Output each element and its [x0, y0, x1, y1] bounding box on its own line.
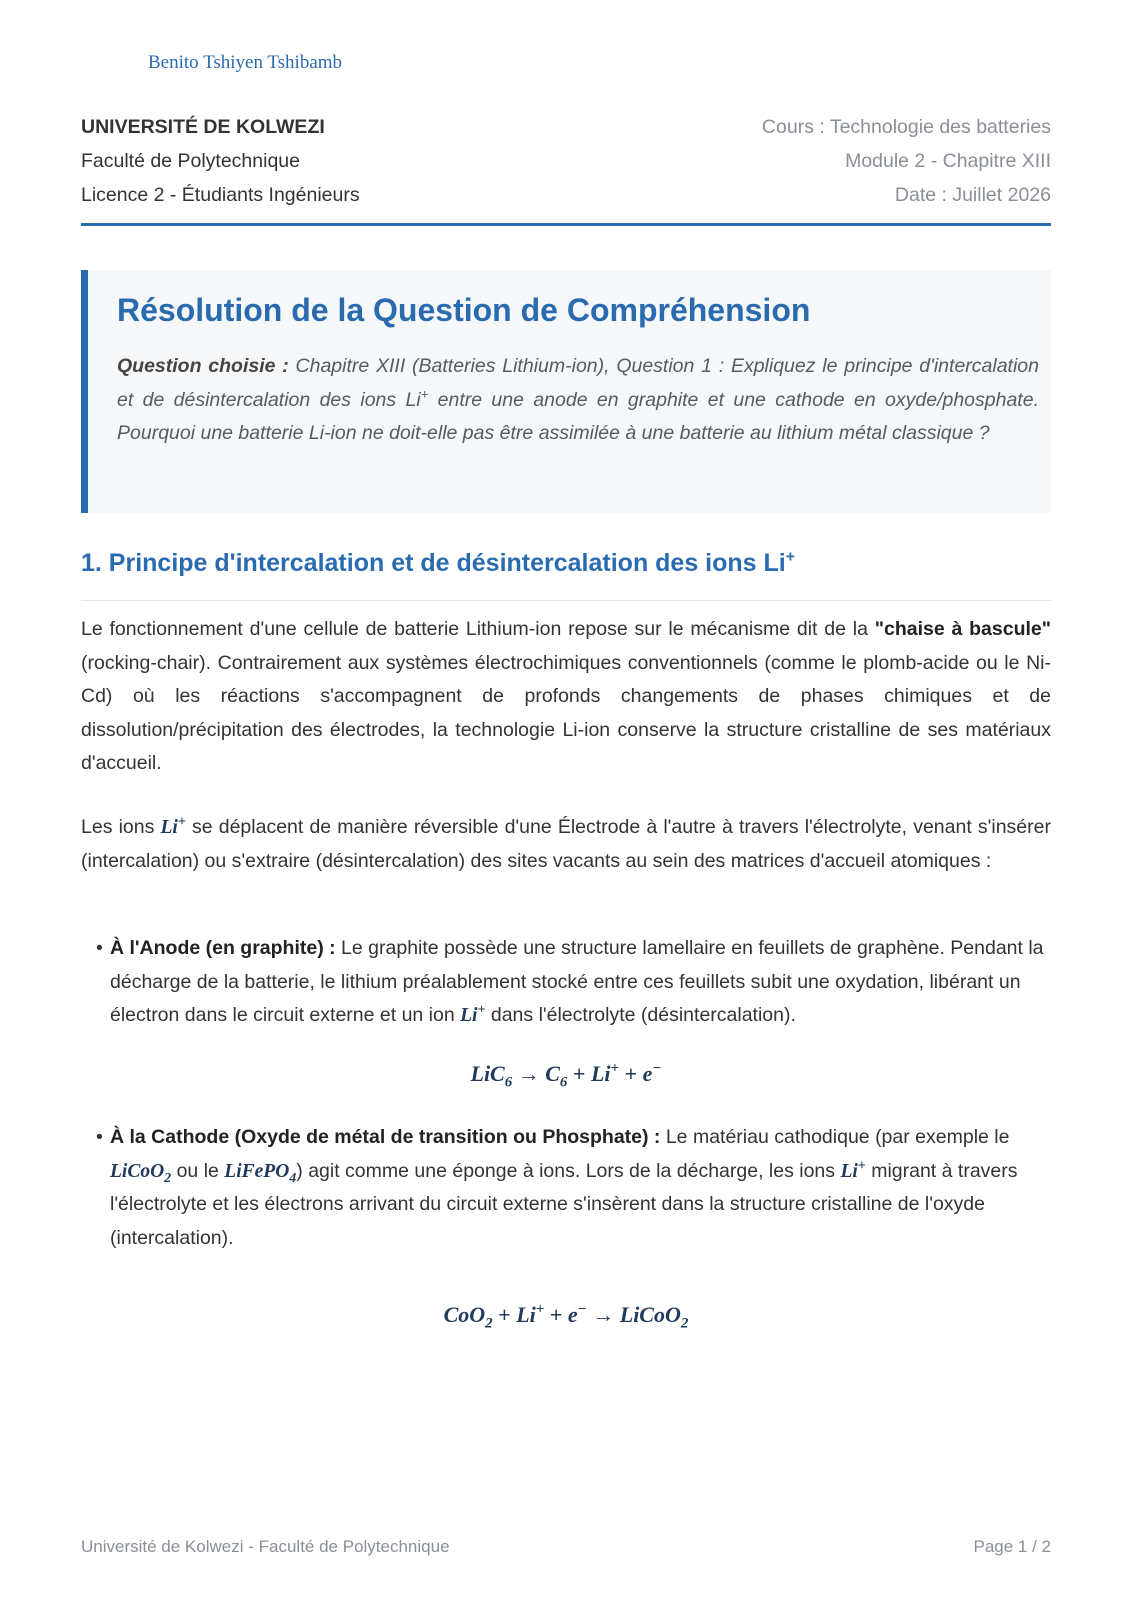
- math-symbol: Li: [160, 817, 178, 838]
- page-number: Page 1 / 2: [973, 1537, 1051, 1556]
- paragraph-ion-movement: [81, 811, 1051, 878]
- question-box: [81, 270, 1051, 513]
- math-symbol: LiCoO: [619, 1302, 681, 1327]
- operator: +: [498, 1302, 511, 1327]
- question-text-part: Chapitre XIII (Batteries Lithium-ion), Question 1 : Expliquez le principe d'intercalation et de désintercalation des ions Li: [117, 355, 1039, 411]
- question-label: Question choisie :: [117, 355, 289, 377]
- header-left: [81, 110, 360, 212]
- equation-anode: [81, 1060, 1051, 1091]
- author-name: Benito Tshiyen Tshibamb: [148, 52, 343, 73]
- math-symbol: Li: [460, 1005, 478, 1026]
- math-symbol: e: [642, 1061, 653, 1086]
- subscript: 4: [289, 1170, 297, 1186]
- math-symbol: LiFePO: [224, 1160, 290, 1182]
- math-symbol: LiCoO: [110, 1160, 165, 1182]
- subscript: 2: [485, 1315, 493, 1332]
- section-heading-text: 1. Principe d'intercalation et de désintercalation des ions Li: [81, 549, 786, 577]
- paragraph-text: Les ions: [81, 816, 161, 838]
- bullet-text: Le matériau cathodique (par exemple le: [660, 1126, 1010, 1148]
- math-li: [840, 1158, 866, 1182]
- superscript: −: [577, 1301, 587, 1318]
- math-lifepo4: [224, 1160, 297, 1186]
- math-symbol: e: [567, 1302, 578, 1327]
- bullet-text: Le graphite possède une structure lamellaire en feuillets de graphène. Pendant la décharge de la batterie, le lithium préalablement stocké entre ces feuillets subit une oxydation, libérant un électron dans le circuit externe et un ion: [110, 937, 1044, 1026]
- study-level: Licence 2 - Étudiants Ingénieurs: [81, 184, 360, 206]
- subscript: 6: [559, 1074, 568, 1091]
- math-symbol: LiC: [470, 1061, 505, 1086]
- paragraph-text: se déplacent de manière réversible d'une Électrode à l'autre à travers l'électrolyte, venant s'insérer (intercalation) ou s'extraire (désintercalation) des sites vacants au sein des matrices d'accueil atomiques :: [81, 816, 1051, 872]
- list-item-cathode: [96, 1121, 1051, 1255]
- question-box-title: Résolution de la Question de Compréhension: [117, 292, 811, 328]
- paragraph-bold: "chaise à bascule": [874, 618, 1051, 640]
- math-li: [460, 1002, 486, 1026]
- math-symbol: Li: [590, 1061, 611, 1086]
- paragraph-text: Le fonctionnement d'une cellule de batterie Lithium-ion repose sur le mécanisme dit de la: [81, 618, 875, 640]
- question-text-part: entre une anode en graphite et une cathode en oxyde/phosphate. Pourquoi une batterie Li-ion ne doit-elle pas être assimilée à une batterie au lithium métal classique ?: [117, 388, 1039, 444]
- section-divider: [81, 600, 1051, 601]
- bullet-dot: •: [96, 1126, 103, 1148]
- math-symbol: CoO: [443, 1302, 486, 1327]
- superscript: +: [420, 386, 429, 401]
- superscript: +: [785, 548, 796, 566]
- faculty-name: Faculté de Polytechnique: [81, 150, 300, 172]
- bullet-bold: À la Cathode (Oxyde de métal de transition ou Phosphate) :: [110, 1126, 661, 1148]
- operator: +: [549, 1302, 563, 1327]
- operator: +: [572, 1061, 586, 1086]
- list-item-anode: [96, 932, 1051, 1033]
- subscript: 2: [680, 1315, 689, 1332]
- paragraph-rocking-chair: [81, 613, 1051, 781]
- math-symbol: Li: [840, 1160, 858, 1182]
- question-text: [117, 350, 1039, 451]
- bullet-text: ) agit comme une éponge à ions. Lors de la décharge, les ions: [296, 1159, 841, 1182]
- equation-cathode: [81, 1301, 1051, 1332]
- subscript: 6: [504, 1074, 513, 1091]
- superscript: +: [477, 1002, 486, 1018]
- course-name: Cours : Technologie des batteries: [761, 116, 1051, 138]
- bullet-text: ou le: [171, 1159, 225, 1182]
- superscript: −: [652, 1060, 662, 1077]
- module-chapter: Module 2 - Chapitre XIII: [845, 150, 1051, 172]
- section-heading: [81, 549, 1051, 578]
- math-li: [160, 814, 186, 838]
- bullet-text: migrant à travers l'électrolyte et les électrons arrivant du circuit externe s'insèrent dans la structure cristalline de l'oxyde (intercalation).: [110, 1159, 1018, 1249]
- superscript: +: [177, 814, 186, 830]
- header-divider: [81, 223, 1051, 226]
- superscript: +: [610, 1060, 620, 1077]
- paragraph-text: (rocking-chair). Contrairement aux systèmes électrochimiques conventionnels (comme le plomb-acide ou le Ni-Cd) où les réactions s'accompagnent de profonds changements de phases chimiques et de dissolution/précipitation des électrodes, la technologie Li-ion conserve la structure cristalline de ses matériaux d'accueil.: [81, 651, 1051, 774]
- superscript: +: [857, 1158, 866, 1173]
- arrow-symbol: →: [592, 1302, 615, 1327]
- superscript: +: [535, 1301, 545, 1318]
- math-licoo2: [110, 1160, 172, 1186]
- math-symbol: Li: [516, 1302, 536, 1327]
- bullet-text: dans l'électrolyte (désintercalation).: [485, 1004, 796, 1026]
- math-symbol: C: [545, 1061, 560, 1086]
- header-right: [762, 110, 1051, 212]
- operator: +: [624, 1061, 638, 1086]
- footer-institution: Université de Kolwezi - Faculté de Polytechnique: [81, 1537, 450, 1556]
- bullet-dot: •: [96, 937, 103, 959]
- university-name: UNIVERSITÉ DE KOLWEZI: [81, 116, 325, 138]
- bullet-bold: À l'Anode (en graphite) :: [110, 937, 336, 959]
- document-date: Date : Juillet 2026: [894, 184, 1051, 206]
- arrow-symbol: →: [517, 1061, 540, 1086]
- subscript: 2: [164, 1170, 172, 1186]
